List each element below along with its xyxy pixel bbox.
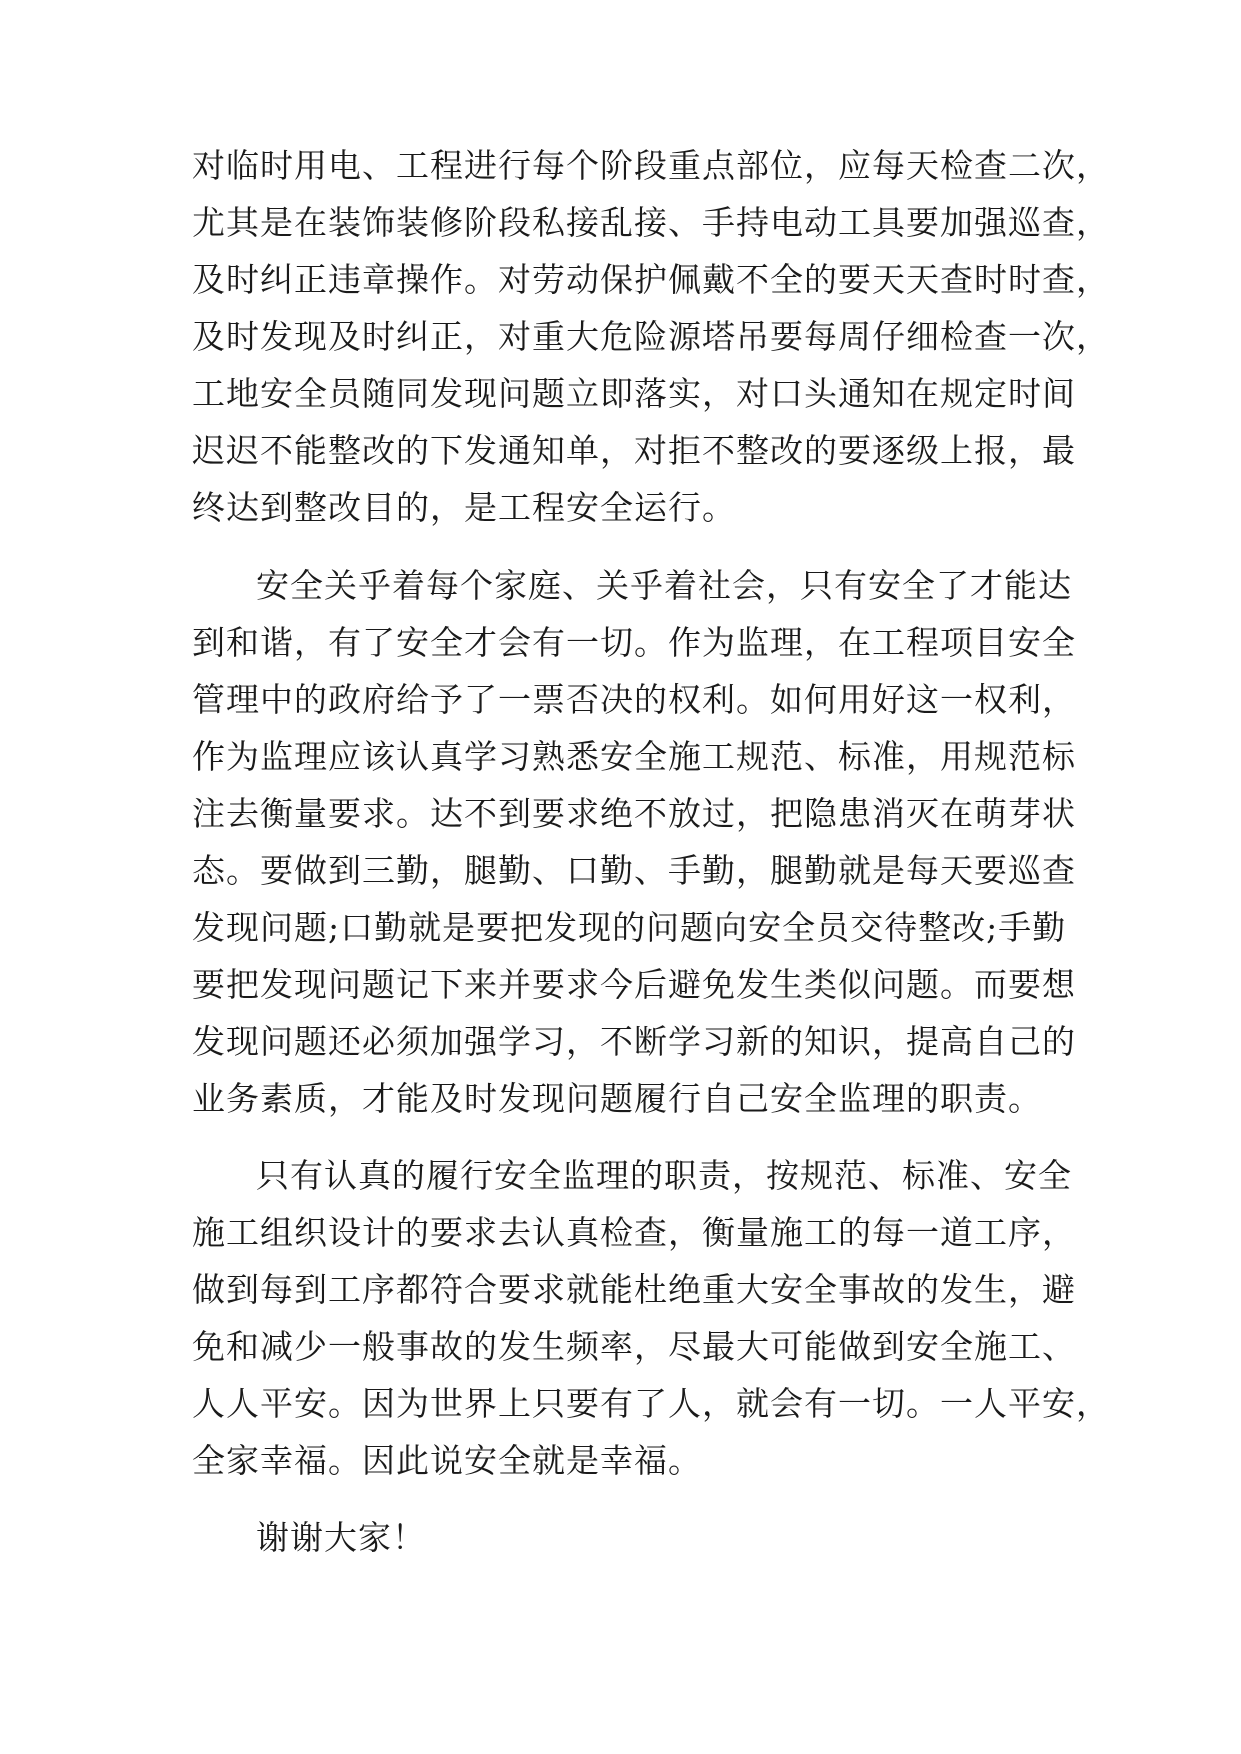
paragraph-1-line-3: 及时纠正违章操作。对劳动保护佩戴不全的要天天查时时查， xyxy=(192,260,1110,299)
closing-line: 谢谢大家！ xyxy=(256,1518,426,1557)
paragraph-2-line-2: 到和谐，有了安全才会有一切。作为监理，在工程项目安全 xyxy=(192,623,1076,662)
paragraph-2-line-3: 管理中的政府给予了一票否决的权利。如何用好这一权利， xyxy=(192,680,1076,719)
paragraph-2-line-5: 注去衡量要求。达不到要求绝不放过，把隐患消灭在萌芽状 xyxy=(192,794,1076,833)
paragraph-1-line-1: 对临时用电、工程进行每个阶段重点部位，应每天检查二次， xyxy=(192,146,1110,185)
paragraph-3-line-5: 人人平安。因为世界上只要有了人，就会有一切。一人平安， xyxy=(192,1384,1110,1423)
paragraph-2-line-9: 发现问题还必须加强学习，不断学习新的知识，提高自己的 xyxy=(192,1022,1076,1061)
paragraph-1-line-5: 工地安全员随同发现问题立即落实，对口头通知在规定时间 xyxy=(192,374,1076,413)
paragraph-2-line-1: 安全关乎着每个家庭、关乎着社会，只有安全了才能达 xyxy=(256,566,1072,605)
paragraph-3-line-4: 免和减少一般事故的发生频率，尽最大可能做到安全施工、 xyxy=(192,1327,1076,1366)
paragraph-1-line-2: 尤其是在装饰装修阶段私接乱接、手持电动工具要加强巡查， xyxy=(192,203,1110,242)
paragraph-1-line-4: 及时发现及时纠正，对重大危险源塔吊要每周仔细检查一次， xyxy=(192,317,1110,356)
paragraph-2-line-4: 作为监理应该认真学习熟悉安全施工规范、标准，用规范标 xyxy=(192,737,1076,776)
paragraph-2-line-8: 要把发现问题记下来并要求今后避免发生类似问题。而要想 xyxy=(192,965,1076,1004)
paragraph-3-line-1: 只有认真的履行安全监理的职责，按规范、标准、安全 xyxy=(256,1156,1072,1195)
paragraph-3-line-3: 做到每到工序都符合要求就能杜绝重大安全事故的发生，避 xyxy=(192,1270,1076,1309)
paragraph-1-line-7: 终达到整改目的，是工程安全运行。 xyxy=(192,488,736,527)
paragraph-2-line-7: 发现问题;口勤就是要把发现的问题向安全员交待整改;手勤 xyxy=(192,908,1067,947)
paragraph-1-line-6: 迟迟不能整改的下发通知单，对拒不整改的要逐级上报，最 xyxy=(192,431,1076,470)
paragraph-2-line-10: 业务素质，才能及时发现问题履行自己安全监理的职责。 xyxy=(192,1079,1042,1118)
paragraph-2-line-6: 态。要做到三勤，腿勤、口勤、手勤，腿勤就是每天要巡查 xyxy=(192,851,1076,890)
paragraph-3-line-6: 全家幸福。因此说安全就是幸福。 xyxy=(192,1441,702,1480)
paragraph-3-line-2: 施工组织设计的要求去认真检查，衡量施工的每一道工序， xyxy=(192,1213,1076,1252)
